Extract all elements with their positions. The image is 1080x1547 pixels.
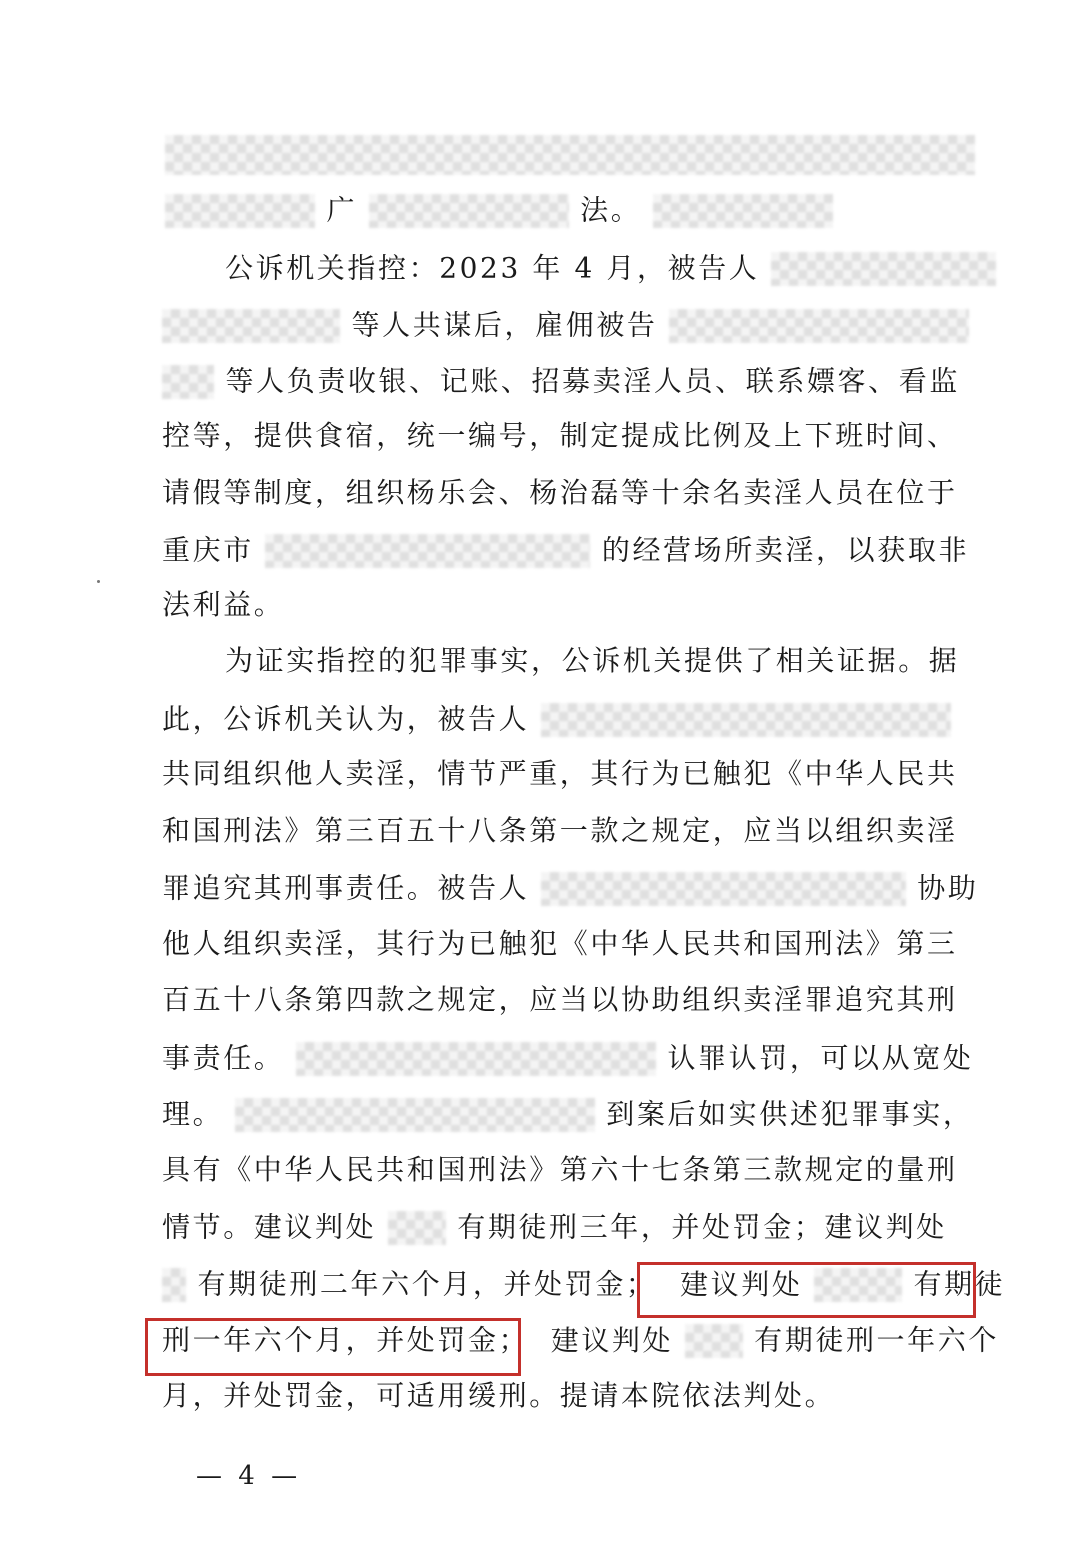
text-line: [162, 1260, 1006, 1306]
redaction-mosaic: [265, 534, 590, 568]
redaction-mosaic: [369, 194, 569, 228]
text-line-top-2: [165, 186, 965, 232]
redaction-mosaic: [162, 365, 214, 399]
text-line: 共同组织他人卖淫，情节严重，其行为已触犯《中华人民共: [162, 757, 958, 790]
text-fragment: 罪追究其刑事责任。被告人: [162, 871, 530, 905]
redaction-mosaic: [541, 703, 951, 737]
text-line: [162, 301, 962, 347]
text-line: 和国刑法》第三百五十八条第一款之规定，应当以组织卖淫: [162, 814, 958, 847]
text-fragment: 重庆市: [162, 533, 254, 567]
highlighted-sentence: 有期徒: [913, 1267, 1006, 1301]
redaction-mosaic: [669, 309, 969, 343]
text-line: [162, 1316, 999, 1362]
text-line: [162, 1203, 962, 1249]
text-line: 他人组织卖淫，其行为已触犯《中华人民共和国刑法》第三: [162, 927, 958, 960]
text-fragment: 事责任。: [162, 1041, 285, 1075]
text-line: [162, 864, 979, 910]
text-fragment: 理。: [162, 1097, 224, 1131]
text-line: [162, 357, 962, 403]
text-fragment: 建议判处: [550, 1323, 674, 1357]
text-fragment: 等人共谋后，雇佣被告: [351, 308, 658, 342]
scan-speck: [97, 580, 100, 583]
redaction-mosaic: [541, 872, 906, 906]
text-fragment: 有期徒刑二年六个月，并处罚金；: [197, 1267, 657, 1301]
text-fragment: 的经营场所卖淫，以获取非: [601, 533, 970, 567]
text-fragment: 认罪认罚，可以从宽处: [667, 1041, 974, 1075]
text-line: 请假等制度，组织杨乐会、杨治磊等十余名卖淫人员在位于: [162, 476, 958, 509]
text-line: 控等，提供食宿，统一编号，制定提成比例及上下班时间、: [162, 419, 958, 452]
redaction-mosaic: [653, 194, 833, 228]
redaction-mosaic: [165, 135, 975, 175]
text-fragment: 协助: [917, 871, 979, 905]
text-fragment: 有期徒刑一年六个: [754, 1323, 999, 1357]
text-fragment: 公诉机关指控：2023 年 4 月，被告人: [225, 251, 760, 285]
text-fragment: 到案后如实供述犯罪事实，: [606, 1097, 974, 1131]
text-fragment: 情节。建议判处: [162, 1210, 377, 1244]
redaction-mosaic: [771, 252, 996, 286]
text-fragment: 法。: [580, 193, 642, 227]
text-line: [225, 244, 965, 290]
text-fragment: 有期徒刑三年，并处罚金；建议判处: [457, 1210, 947, 1244]
redaction-mosaic: [235, 1098, 595, 1132]
redaction-mosaic: [388, 1211, 446, 1245]
text-line: 具有《中华人民共和国刑法》第六十七条第三款规定的量刑: [162, 1153, 958, 1186]
text-line: 百五十八条第四款之规定，应当以协助组织卖淫罪追究其刑: [162, 983, 958, 1016]
text-line-top-1: [165, 130, 965, 176]
text-line: 为证实指控的犯罪事实，公诉机关提供了相关证据。据: [225, 644, 960, 677]
text-fragment: 此，公诉机关认为，被告人: [162, 702, 530, 736]
redaction-mosaic: [296, 1042, 656, 1076]
redaction-mosaic: [685, 1324, 743, 1358]
redaction-mosaic: [165, 194, 315, 228]
text-line: [162, 526, 970, 572]
text-line: 法利益。: [162, 588, 285, 621]
text-line: [162, 1090, 974, 1136]
highlighted-sentence: 建议判处: [680, 1267, 803, 1301]
text-line: 月，并处罚金，可适用缓刑。提请本院依法判处。: [162, 1379, 836, 1412]
redaction-mosaic: [814, 1268, 902, 1302]
redaction-mosaic: [162, 1268, 186, 1302]
highlighted-sentence: 刑一年六个月，并处罚金；: [162, 1323, 530, 1357]
redaction-mosaic: [162, 309, 340, 343]
page-number: — 4 —: [196, 1461, 302, 1491]
text-fragment: 等人负责收银、记账、招募卖淫人员、联系嫖客、看监: [225, 364, 960, 398]
text-fragment: 广: [326, 193, 358, 227]
text-line: [162, 1034, 974, 1080]
text-line: [162, 695, 962, 741]
